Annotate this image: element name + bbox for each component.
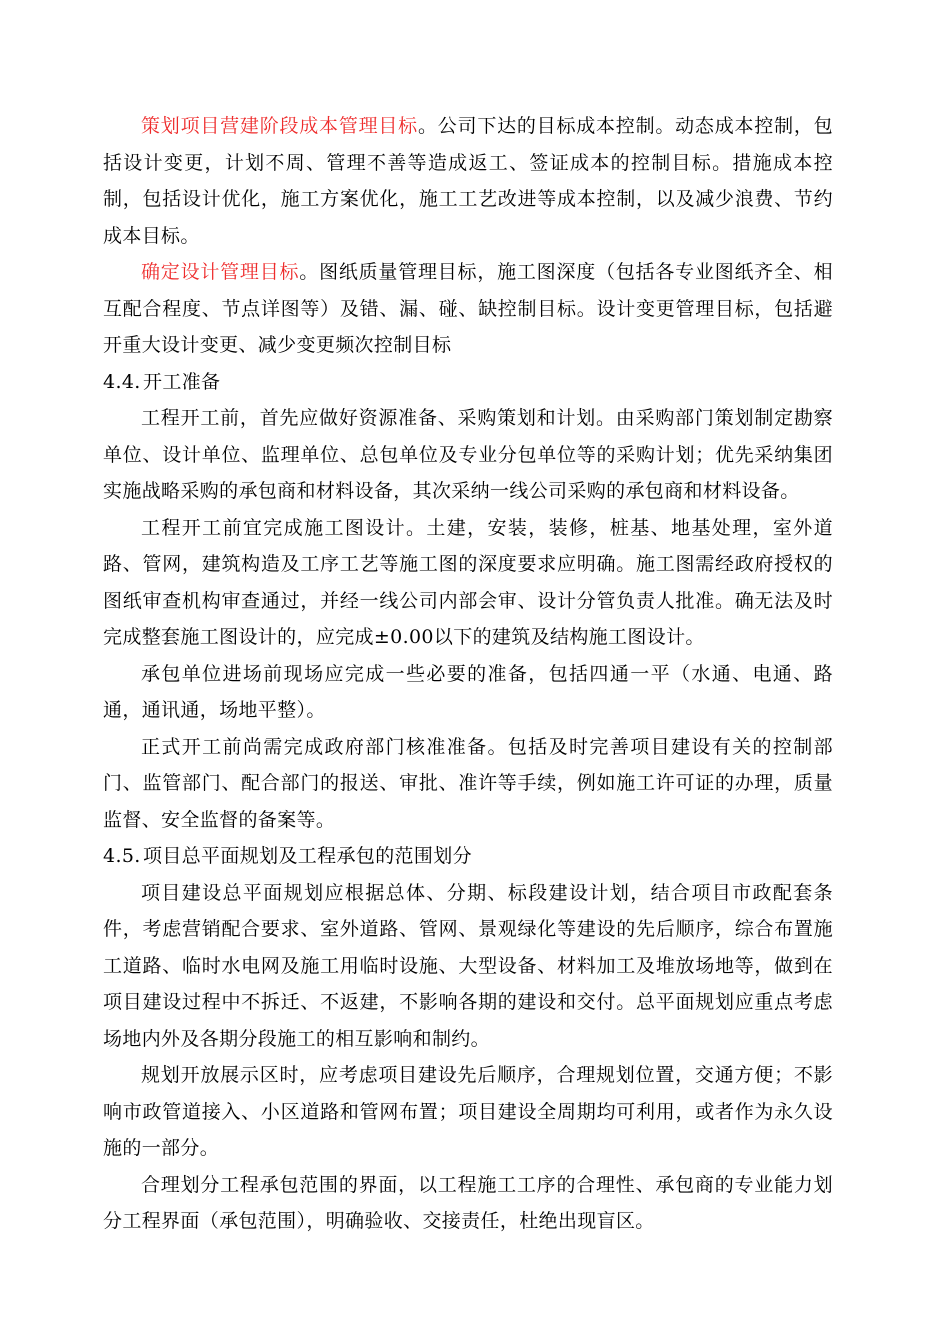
- section-heading-4-5: [103, 838, 833, 875]
- paragraph: 正式开工前尚需完成政府部门核准准备。包括及时完善项目建设有关的控制部门、监管部门、配合部门的报送、审批、准许等手续，例如施工许可证的办理，质量监督、安全监督的备案等。: [103, 735, 833, 831]
- paragraph: 工程开工前宜完成施工图设计。土建，安装，装修，桩基、地基处理，室外道路、管网，建筑构造及工序工艺等施工图的深度要求应明确。施工图需经政府授权的图纸审查机构审查通过，并经一线公司内部会审、设计分管负责人批准。确无法及时完成整套施工图设计的，应完成±0.00以下的建筑及结构施工图设计。: [103, 516, 833, 648]
- cost-target-text: 。公司下达的目标成本控制。动态成本控制，包括设计变更，计划不周、管理不善等造成返工、签证成本的控制目标。措施成本控制，包括设计优化，施工方案优化，施工工艺改进等成本控制，以及减少浪费、节约成本目标。: [103, 115, 833, 247]
- paragraph: 承包单位进场前现场应完成一些必要的准备，包括四通一平（水通、电通、路通，通讯通，场地平整）。: [103, 662, 833, 721]
- paragraph: 工程开工前，首先应做好资源准备、采购策划和计划。由采购部门策划制定勘察单位、设计单位、监理单位、总包单位及专业分包单位等的采购计划；优先采纳集团实施战略采购的承包商和材料设备，其次采纳一线公司采购的承包商和材料设备。: [103, 407, 833, 502]
- document-body: [103, 108, 833, 1240]
- section-number: 4.4.: [103, 370, 141, 393]
- paragraph: 规划开放展示区时，应考虑项目建设先后顺序，合理规划位置，交通方便；不影响市政管道接入、小区道路和管网布置；项目建设全周期均可利用，或者作为永久设施的一部分。: [103, 1064, 833, 1159]
- paragraph: 项目建设总平面规划应根据总体、分期、标段建设计划，结合项目市政配套条件，考虑营销配合要求、室外道路、管网、景观绿化等建设的先后顺序，综合布置施工道路、临时水电网及施工用临时设施、大型设备、材料加工及堆放场地等，做到在项目建设过程中不拆迁、不返建，不影响各期的建设和交付。总平面规划应重点考虑场地内外及各期分段施工的相互影响和制约。: [103, 881, 833, 1050]
- cost-target-highlight: 策划项目营建阶段成本管理目标: [141, 115, 418, 137]
- cost-target-paragraph: [103, 108, 833, 254]
- design-target-text: 。图纸质量管理目标，施工图深度（包括各专业图纸齐全、相互配合程度、节点详图等）及错、漏、碰、缺控制目标。设计变更管理目标，包括避开重大设计变更、减少变更频次控制目标: [103, 261, 834, 356]
- paragraph: 合理划分工程承包范围的界面，以工程施工工序的合理性、承包商的专业能力划分工程界面（承包范围），明确验收、交接责任，杜绝出现盲区。: [103, 1173, 833, 1232]
- section-number: 4.5.: [103, 845, 141, 867]
- design-target-highlight: 确定设计管理目标: [141, 261, 300, 283]
- design-target-paragraph: [103, 254, 833, 364]
- section-title: 开工准备: [143, 370, 221, 393]
- section-heading-4-4: [103, 364, 833, 401]
- section-title: 项目总平面规划及工程承包的范围划分: [143, 845, 472, 867]
